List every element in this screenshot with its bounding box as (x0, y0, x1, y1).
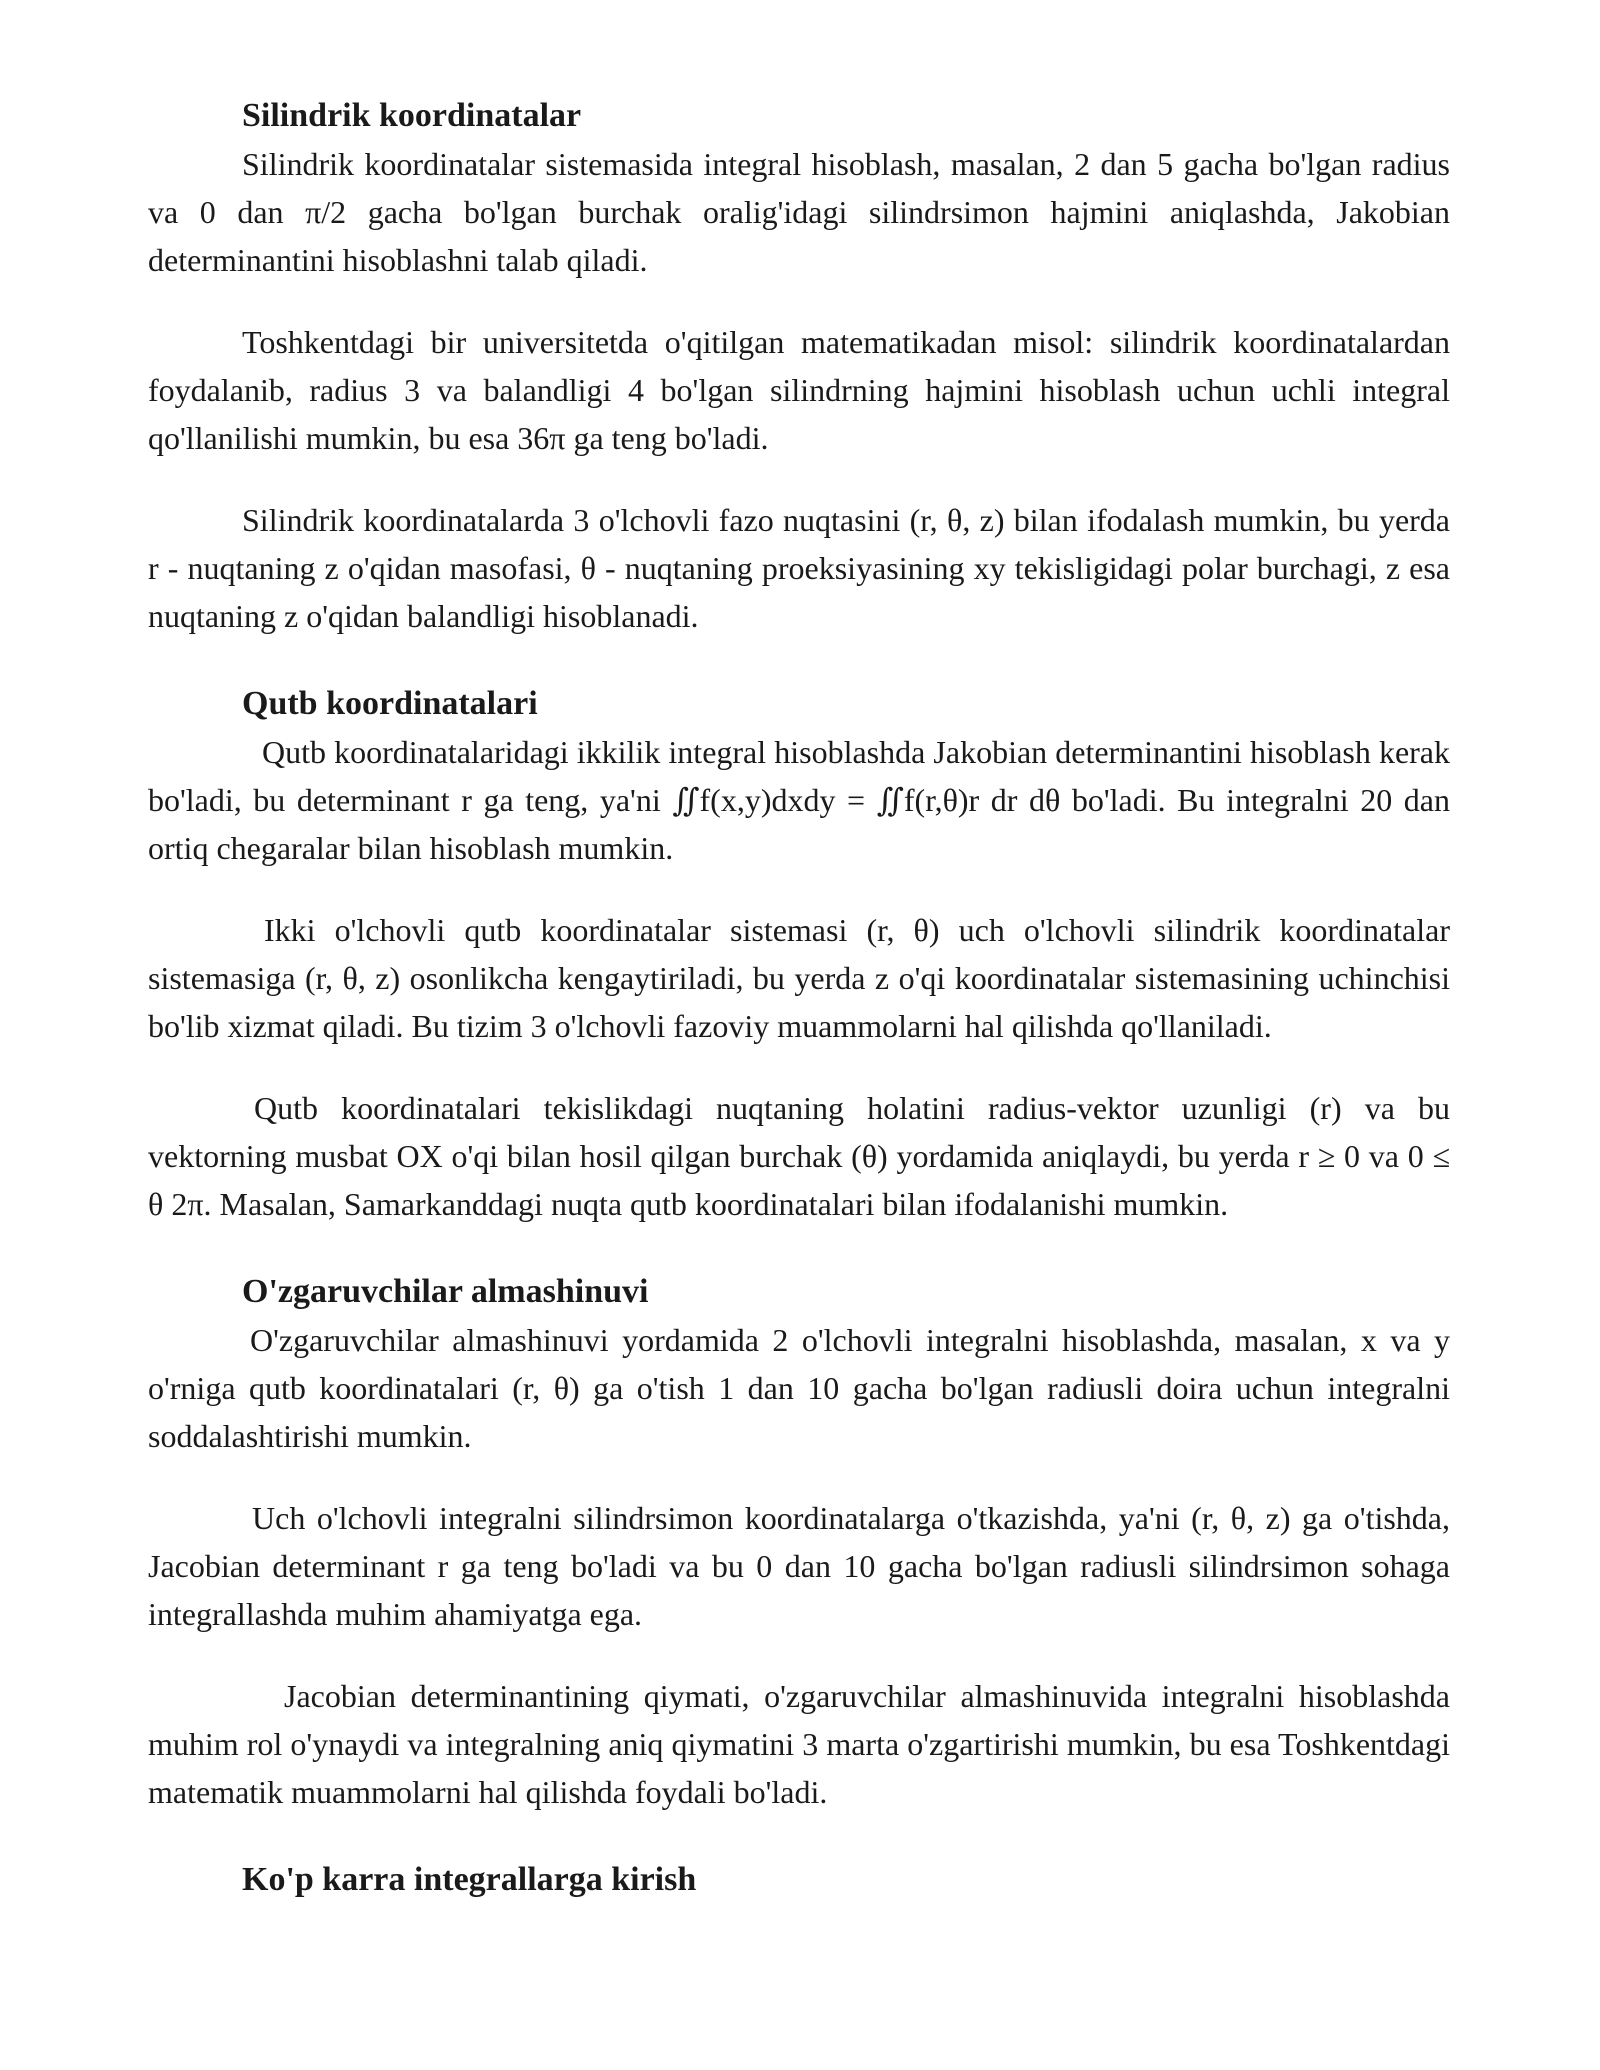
paragraph: Jacobian determinantining qiymati, o'zgaruvchilar almashinuvida integralni hisoblashda muhim rol o'ynaydi va integralning aniq qiymatini 3 marta o'zgartirishi mumkin, bu esa Toshkentdagi matematik muammolarni hal qilishda foydali bo'ladi. (148, 1678, 1450, 1810)
section-heading-qutb: Qutb koordinatalari (242, 685, 538, 722)
section-heading-silindrik: Silindrik koordinatalar (242, 97, 582, 134)
paragraph: Silindrik koordinatalarda 3 o'lchovli fazo nuqtasini (r, θ, z) bilan ifodalash mumkin, bu yerda r - nuqtaning z o'qidan masofasi, θ - nuqtaning proeksiyasining xy tekisligidagi polar burchagi, z esa nuqtaning z o'qidan balandligi hisoblanadi. (148, 502, 1450, 634)
section-heading-ozgaruvchilar: O'zgaruvchilar almashinuvi (242, 1273, 649, 1310)
section-heading-kop-karra: Ko'p karra integrallarga kirish (242, 1861, 697, 1898)
paragraph: Qutb koordinatalari tekislikdagi nuqtaning holatini radius-vektor uzunligi (r) va bu vektorning musbat OX o'qi bilan hosil qilgan burchak (θ) yordamida aniqlaydi, bu yerda r ≥ 0 va 0 ≤ θ 2π. Masalan, Samarkanddagi nuqta qutb koordinatalari bilan ifodalanishi mumkin. (148, 1090, 1450, 1222)
paragraph: Qutb koordinatalaridagi ikkilik integral hisoblashda Jakobian determinantini hisoblash kerak bo'ladi, bu determinant r ga teng, ya'ni ∬f(x,y)dxdy = ∬f(r,θ)r dr dθ bo'ladi. Bu integralni 20 dan ortiq chegaralar bilan hisoblash mumkin. (148, 734, 1450, 866)
paragraph: Ikki o'lchovli qutb koordinatalar sistemasi (r, θ) uch o'lchovli silindrik koordinatalar sistemasiga (r, θ, z) osonlikcha kengaytiriladi, bu yerda z o'qi koordinatalar sistemasining uchinchisi bo'lib xizmat qiladi. Bu tizim 3 o'lchovli fazoviy muammolarni hal qilishda qo'llaniladi. (148, 912, 1450, 1044)
paragraph: Uch o'lchovli integralni silindrsimon koordinatalarga o'tkazishda, ya'ni (r, θ, z) ga o'tishda, Jacobian determinant r ga teng bo'ladi va bu 0 dan 10 gacha bo'lgan radiusli silindrsimon sohaga integrallashda muhim ahamiyatga ega. (148, 1500, 1450, 1632)
paragraph: O'zgaruvchilar almashinuvi yordamida 2 o'lchovli integralni hisoblashda, masalan, x va y o'rniga qutb koordinatalari (r, θ) ga o'tish 1 dan 10 gacha bo'lgan radiusli doira uchun integralni soddalashtirishi mumkin. (148, 1322, 1450, 1454)
document-page (148, 92, 1450, 1904)
paragraph: Toshkentdagi bir universitetda o'qitilgan matematikadan misol: silindrik koordinatalardan foydalanib, radius 3 va balandligi 4 bo'lgan silindrning hajmini hisoblash uchun uchli integral qo'llanilishi mumkin, bu esa 36π ga teng bo'ladi. (148, 324, 1450, 456)
paragraph: Silindrik koordinatalar sistemasida integral hisoblash, masalan, 2 dan 5 gacha bo'lgan radius va 0 dan π/2 gacha bo'lgan burchak oralig'idagi silindrsimon hajmini aniqlashda, Jakobian determinantini hisoblashni talab qiladi. (148, 146, 1450, 278)
